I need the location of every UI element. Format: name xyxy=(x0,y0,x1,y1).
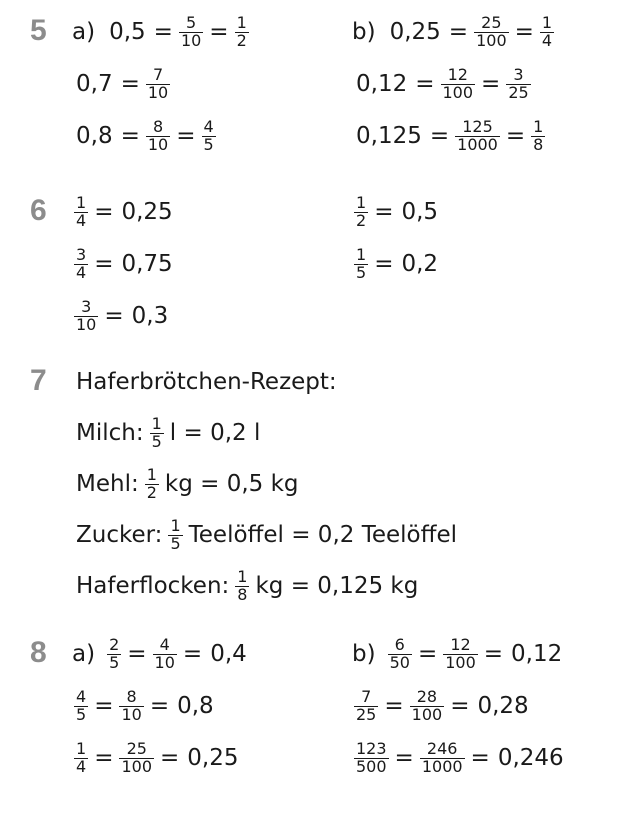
fraction xyxy=(107,634,121,672)
fraction xyxy=(506,64,530,102)
numerator: 1 xyxy=(237,566,248,586)
equation-line xyxy=(72,566,422,606)
fraction xyxy=(540,12,554,50)
denominator: 25 xyxy=(508,82,529,102)
equation-line xyxy=(72,12,251,52)
equation-line xyxy=(72,192,177,232)
equation-line xyxy=(72,362,341,402)
math-text: 0,125 xyxy=(356,123,422,149)
equals-sign: = xyxy=(470,745,490,771)
numerator: 1 xyxy=(356,244,367,264)
denominator: 10 xyxy=(147,134,169,154)
numerator: 1 xyxy=(170,515,181,535)
numerator: 4 xyxy=(159,634,170,654)
math-text: 0,75 xyxy=(121,251,173,277)
equals-sign: = xyxy=(120,123,140,149)
denominator: 8 xyxy=(533,134,544,154)
denominator: 5 xyxy=(170,533,181,553)
equals-sign: = xyxy=(153,19,173,45)
equation-line xyxy=(352,634,566,674)
denominator: 4 xyxy=(76,756,87,776)
fraction xyxy=(410,686,445,724)
math-text: kg = 0,5 kg xyxy=(164,471,299,497)
numerator: 25 xyxy=(126,738,147,758)
math-text: 0,25 xyxy=(187,745,239,771)
equals-sign: = xyxy=(450,693,470,719)
math-text: 0,8 xyxy=(177,693,214,719)
numerator: 7 xyxy=(361,686,372,706)
equation-line xyxy=(352,192,442,232)
fraction xyxy=(420,738,465,776)
denominator: 1000 xyxy=(457,134,498,154)
fraction xyxy=(153,634,177,672)
fraction xyxy=(168,515,182,553)
math-text: 0,7 xyxy=(76,71,113,97)
numerator: 3 xyxy=(513,64,524,84)
fraction xyxy=(150,413,164,451)
fraction xyxy=(235,566,249,604)
denominator: 500 xyxy=(356,756,387,776)
equation-line xyxy=(72,296,172,336)
equation-line xyxy=(352,686,533,726)
denominator: 10 xyxy=(154,652,175,672)
equals-sign: = xyxy=(394,745,414,771)
math-text: kg = 0,125 kg xyxy=(255,573,419,599)
math-text: 0,28 xyxy=(477,693,529,719)
math-text: 0,246 xyxy=(497,745,564,771)
denominator: 10 xyxy=(76,314,97,334)
numerator: 12 xyxy=(447,64,468,84)
subtask-label: a) xyxy=(72,19,96,45)
fraction xyxy=(74,738,88,776)
equals-sign: = xyxy=(160,745,180,771)
math-text: 0,8 xyxy=(76,123,113,149)
equation-line xyxy=(72,464,303,504)
fraction xyxy=(119,686,143,724)
equals-sign: = xyxy=(483,641,504,667)
denominator: 5 xyxy=(151,431,162,451)
equals-sign: = xyxy=(417,641,438,667)
denominator: 50 xyxy=(389,652,410,672)
fraction xyxy=(179,12,203,50)
numerator: 28 xyxy=(416,686,438,706)
equation-line xyxy=(72,634,251,674)
math-text: 0,25 xyxy=(389,19,441,45)
fraction xyxy=(443,634,478,672)
fraction xyxy=(354,192,368,230)
denominator: 8 xyxy=(237,584,248,604)
equals-sign: = xyxy=(448,19,469,45)
equals-sign: = xyxy=(429,123,450,149)
math-text: 0,2 xyxy=(401,251,439,277)
equation-line xyxy=(72,738,243,778)
equation-line xyxy=(352,116,547,156)
fraction xyxy=(74,296,98,334)
numerator: 1 xyxy=(146,464,157,484)
math-text: Teelöffel = 0,2 Teelöffel xyxy=(188,522,457,548)
equals-sign: = xyxy=(209,19,229,45)
fraction xyxy=(354,244,368,282)
numerator: 6 xyxy=(394,634,405,654)
fraction xyxy=(441,64,476,102)
equation-line xyxy=(352,12,556,52)
fraction xyxy=(202,116,216,154)
numerator: 2 xyxy=(109,634,120,654)
numerator: 7 xyxy=(152,64,164,84)
equals-sign: = xyxy=(182,641,203,667)
denominator: 4 xyxy=(541,30,553,50)
denominator: 1000 xyxy=(421,756,463,776)
denominator: 5 xyxy=(203,134,214,154)
equation-line xyxy=(72,244,177,284)
fraction xyxy=(145,464,159,502)
denominator: 100 xyxy=(442,82,474,102)
denominator: 10 xyxy=(121,704,142,724)
denominator: 2 xyxy=(146,482,157,502)
numerator: 3 xyxy=(76,244,87,264)
fraction xyxy=(146,116,170,154)
math-text: Milch: xyxy=(76,420,144,446)
subtask-label: b) xyxy=(352,19,376,45)
numerator: 1 xyxy=(151,413,162,433)
equation-line xyxy=(72,64,172,104)
equals-sign: = xyxy=(384,693,404,719)
task-number: 5 xyxy=(30,14,47,47)
denominator: 5 xyxy=(109,652,120,672)
equals-sign: = xyxy=(481,71,501,97)
math-text: 0,5 xyxy=(109,19,146,45)
math-text: 0,12 xyxy=(511,641,563,667)
denominator: 100 xyxy=(445,652,476,672)
numerator: 25 xyxy=(481,12,502,32)
equation-line xyxy=(352,64,533,104)
denominator: 4 xyxy=(76,262,87,282)
math-text: Mehl: xyxy=(76,471,139,497)
numerator: 1 xyxy=(533,116,544,136)
numerator: 8 xyxy=(152,116,164,136)
denominator: 2 xyxy=(236,30,247,50)
fraction xyxy=(474,12,509,50)
numerator: 1 xyxy=(76,738,87,758)
equals-sign: = xyxy=(94,693,114,719)
numerator: 246 xyxy=(426,738,458,758)
equals-sign: = xyxy=(514,19,534,45)
fraction xyxy=(74,686,88,724)
equals-sign: = xyxy=(505,123,526,149)
equals-sign: = xyxy=(120,71,140,97)
math-text: Haferflocken: xyxy=(76,573,230,599)
numerator: 1 xyxy=(236,12,247,32)
numerator: 3 xyxy=(81,296,92,316)
fraction xyxy=(74,192,88,230)
equals-sign: = xyxy=(94,745,114,771)
denominator: 10 xyxy=(180,30,202,50)
numerator: 123 xyxy=(356,738,387,758)
equals-sign: = xyxy=(374,251,394,277)
math-text: 0,4 xyxy=(210,641,247,667)
denominator: 10 xyxy=(147,82,169,102)
denominator: 100 xyxy=(476,30,507,50)
equals-sign: = xyxy=(104,303,124,329)
denominator: 100 xyxy=(411,704,443,724)
numerator: 1 xyxy=(541,12,553,32)
equation-line xyxy=(72,515,461,555)
equation-line xyxy=(72,686,218,726)
math-text: Zucker: xyxy=(76,522,163,548)
numerator: 12 xyxy=(450,634,471,654)
fraction xyxy=(455,116,500,154)
fraction xyxy=(388,634,412,672)
equation-line xyxy=(352,244,442,284)
math-text: Haferbrötchen-Rezept: xyxy=(76,369,337,395)
equation-line xyxy=(352,738,568,778)
task-number: 6 xyxy=(30,194,47,227)
math-text: 0,5 xyxy=(401,199,439,225)
numerator: 1 xyxy=(76,192,87,212)
numerator: 125 xyxy=(462,116,493,136)
math-text: 0,3 xyxy=(131,303,169,329)
equals-sign: = xyxy=(149,693,170,719)
math-text: 0,25 xyxy=(121,199,173,225)
denominator: 4 xyxy=(76,210,87,230)
fraction xyxy=(354,686,378,724)
denominator: 25 xyxy=(356,704,377,724)
numerator: 4 xyxy=(76,686,87,706)
subtask-label: b) xyxy=(352,641,376,667)
equation-line xyxy=(72,413,264,453)
equals-sign: = xyxy=(94,251,114,277)
equals-sign: = xyxy=(127,641,147,667)
subtask-label: a) xyxy=(72,641,96,667)
fraction xyxy=(74,244,88,282)
math-text: l = 0,2 l xyxy=(169,420,261,446)
equals-sign: = xyxy=(94,199,114,225)
equals-sign: = xyxy=(374,199,394,225)
denominator: 2 xyxy=(356,210,367,230)
numerator: 5 xyxy=(186,12,197,32)
numerator: 8 xyxy=(126,686,137,706)
denominator: 100 xyxy=(121,756,153,776)
numerator: 1 xyxy=(356,192,367,212)
fraction xyxy=(146,64,170,102)
equals-sign: = xyxy=(415,71,435,97)
fraction xyxy=(235,12,249,50)
task-number: 7 xyxy=(30,364,47,397)
numerator: 4 xyxy=(203,116,214,136)
math-text: 0,12 xyxy=(356,71,408,97)
denominator: 5 xyxy=(76,704,87,724)
fraction xyxy=(119,738,154,776)
denominator: 5 xyxy=(356,262,367,282)
equation-line xyxy=(72,116,218,156)
equals-sign: = xyxy=(176,123,196,149)
fraction xyxy=(354,738,389,776)
fraction xyxy=(531,116,545,154)
task-number: 8 xyxy=(30,636,47,669)
